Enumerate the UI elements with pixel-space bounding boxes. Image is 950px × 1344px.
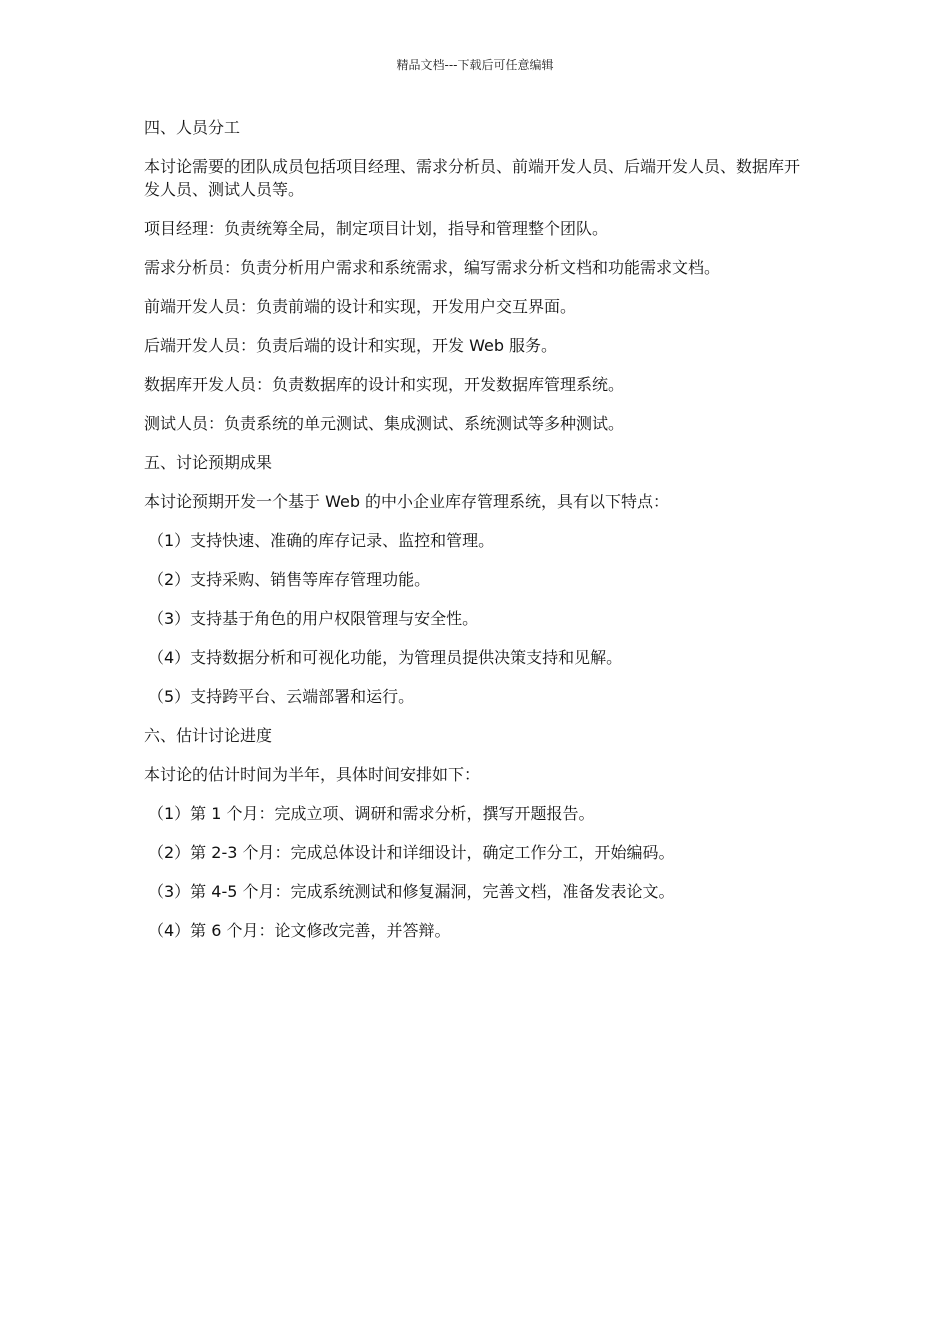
schedule-item: （3）第 4-5 个月：完成系统测试和修复漏洞，完善文档，准备发表论文。 <box>148 882 675 901</box>
schedule-item: （2）第 2-3 个月：完成总体设计和详细设计，确定工作分工，开始编码。 <box>148 843 675 862</box>
role-database-developer: 数据库开发人员：负责数据库的设计和实现，开发数据库管理系统。 <box>144 375 625 394</box>
outcome-item: （2）支持采购、销售等库存管理功能。 <box>148 570 431 589</box>
role-project-manager: 项目经理：负责统筹全局，制定项目计划，指导和管理整个团队。 <box>144 219 609 238</box>
section-heading-outcomes: 五、讨论预期成果 <box>144 453 273 472</box>
page-header: 精品文档---下载后可任意编辑 <box>396 58 554 72</box>
schedule-item: （4）第 6 个月：论文修改完善，并答辩。 <box>148 921 451 940</box>
section-heading-schedule: 六、估计讨论进度 <box>144 726 273 745</box>
schedule-intro: 本讨论的估计时间为半年，具体时间安排如下： <box>144 765 481 784</box>
document-body <box>144 116 804 958</box>
section-heading-staffing: 四、人员分工 <box>144 118 241 137</box>
outcome-item: （1）支持快速、准确的库存记录、监控和管理。 <box>148 531 495 550</box>
outcome-item: （3）支持基于角色的用户权限管理与安全性。 <box>148 609 479 628</box>
role-requirements-analyst: 需求分析员：负责分析用户需求和系统需求，编写需求分析文档和功能需求文档。 <box>144 258 721 277</box>
role-tester: 测试人员：负责系统的单元测试、集成测试、系统测试等多种测试。 <box>144 414 625 433</box>
role-backend-developer: 后端开发人员：负责后端的设计和实现，开发 Web 服务。 <box>144 336 558 355</box>
role-frontend-developer: 前端开发人员：负责前端的设计和实现，开发用户交互界面。 <box>144 297 577 316</box>
outcomes-intro: 本讨论预期开发一个基于 Web 的中小企业库存管理系统，具有以下特点： <box>144 492 670 511</box>
outcome-item: （5）支持跨平台、云端部署和运行。 <box>148 687 415 706</box>
schedule-item: （1）第 1 个月：完成立项、调研和需求分析，撰写开题报告。 <box>148 804 595 823</box>
staffing-intro: 本讨论需要的团队成员包括项目经理、需求分析员、前端开发人员、后端开发人员、数据库开发人员、测试人员等。 <box>144 157 801 199</box>
outcome-item: （4）支持数据分析和可视化功能，为管理员提供决策支持和见解。 <box>148 648 623 667</box>
